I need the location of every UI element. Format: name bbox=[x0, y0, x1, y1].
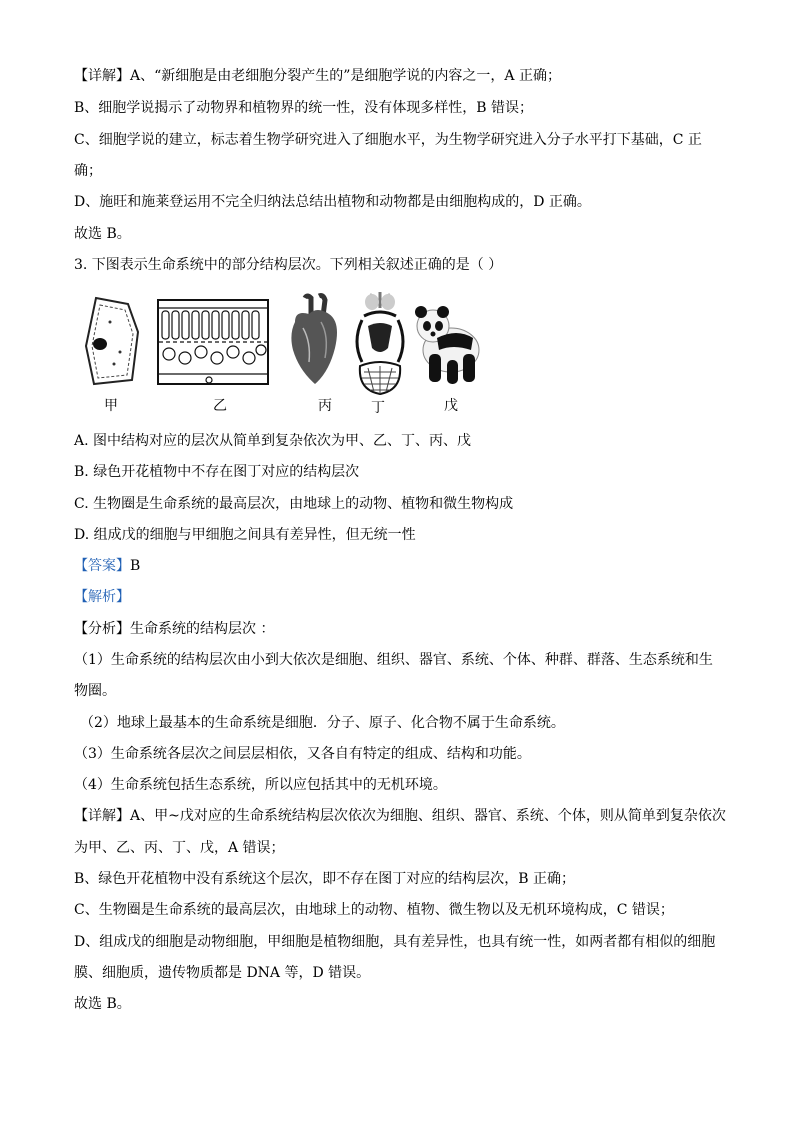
analysis-p4: （4）生命系统包括生态系统，所以应包括其中的无机环境。 bbox=[74, 777, 447, 793]
detail-line-a: 【详解】A、“新细胞是由老细胞分裂产生的”是细胞学说的内容之一，A 正确； bbox=[74, 68, 561, 84]
figure-label-bing: 丙 bbox=[318, 398, 332, 414]
explain-b: B、绿色开花植物中没有系统这个层次，即不存在图丁对应的结构层次，B 正确； bbox=[74, 871, 576, 887]
explain-a1: 【详解】A、甲~戊对应的生命系统结构层次依次为细胞、组织、器官、系统、个体，则从简单到复杂依次 bbox=[74, 808, 726, 824]
question-stem: 3. 下图表示生命系统中的部分结构层次。下列相关叙述正确的是（ ） bbox=[74, 257, 503, 273]
analysis-tag: 【解析】 bbox=[74, 589, 130, 605]
option-c: C. 生物圈是生命系统的最高层次，由地球上的动物、植物和微生物构成 bbox=[74, 496, 514, 512]
detail-line-d: D、施旺和施莱登运用不完全归纳法总结出植物和动物都是由细胞构成的，D 正确。 bbox=[74, 194, 591, 210]
explain-d2: 膜、细胞质，遗传物质都是 DNA 等，D 错误。 bbox=[74, 965, 371, 981]
figure-label-wu: 戊 bbox=[444, 398, 458, 414]
analysis-p1a: （1）生命系统的结构层次由小到大依次是细胞、组织、器官、系统、个体、种群、群落、生态系统和生 bbox=[74, 652, 713, 668]
tissue-figure bbox=[157, 292, 269, 390]
option-a: A. 图中结构对应的层次从简单到复杂依次为甲、乙、丁、丙、戊 bbox=[74, 433, 472, 449]
panda-figure bbox=[413, 292, 483, 388]
detail-line-c2: 确； bbox=[74, 163, 102, 179]
answer-line bbox=[74, 556, 140, 576]
figure-label-ding: 丁 bbox=[371, 400, 385, 416]
detail-choose: 故选 B。 bbox=[74, 226, 131, 242]
detail-line-b: B、细胞学说揭示了动物界和植物界的统一性，没有体现多样性，B 错误； bbox=[74, 100, 534, 116]
explain-d1: D、组成戊的细胞是动物细胞，甲细胞是植物细胞，具有差异性，也具有统一性，如两者都有相似的细胞 bbox=[74, 934, 716, 950]
analysis-fenxi: 【分析】生命系统的结构层次 ： bbox=[74, 621, 275, 637]
analysis-p2: （2）地球上最基本的生命系统是细胞．分子、原子、化合物不属于生命系统。 bbox=[80, 715, 565, 731]
plant-cell-figure bbox=[80, 292, 144, 390]
analysis-p1b: 物圈。 bbox=[74, 683, 116, 699]
answer-tag: 【答案】 bbox=[74, 558, 130, 574]
figure-label-yi: 乙 bbox=[213, 398, 227, 414]
option-b: B. 绿色开花植物中不存在图丁对应的结构层次 bbox=[74, 464, 360, 480]
figure-label-jia: 甲 bbox=[104, 398, 118, 414]
option-d: D. 组成戊的细胞与甲细胞之间具有差异性，但无统一性 bbox=[74, 527, 416, 543]
analysis-p3: （3）生命系统各层次之间层层相依，又各自有特定的组成、结构和功能。 bbox=[74, 746, 531, 762]
heart-figure bbox=[285, 292, 343, 390]
explain-a2: 为甲、乙、丙、丁、戊，A 错误； bbox=[74, 840, 285, 856]
circulatory-system-figure bbox=[350, 292, 410, 398]
answer-value: B bbox=[130, 558, 141, 574]
detail-line-c1: C、细胞学说的建立，标志着生物学研究进入了细胞水平，为生物学研究进入分子水平打下基础，C 正 bbox=[74, 132, 702, 148]
analysis-choose: 故选 B。 bbox=[74, 996, 131, 1012]
explain-c: C、生物圈是生命系统的最高层次，由地球上的动物、植物、微生物以及无机环境构成，C 错误； bbox=[74, 902, 674, 918]
